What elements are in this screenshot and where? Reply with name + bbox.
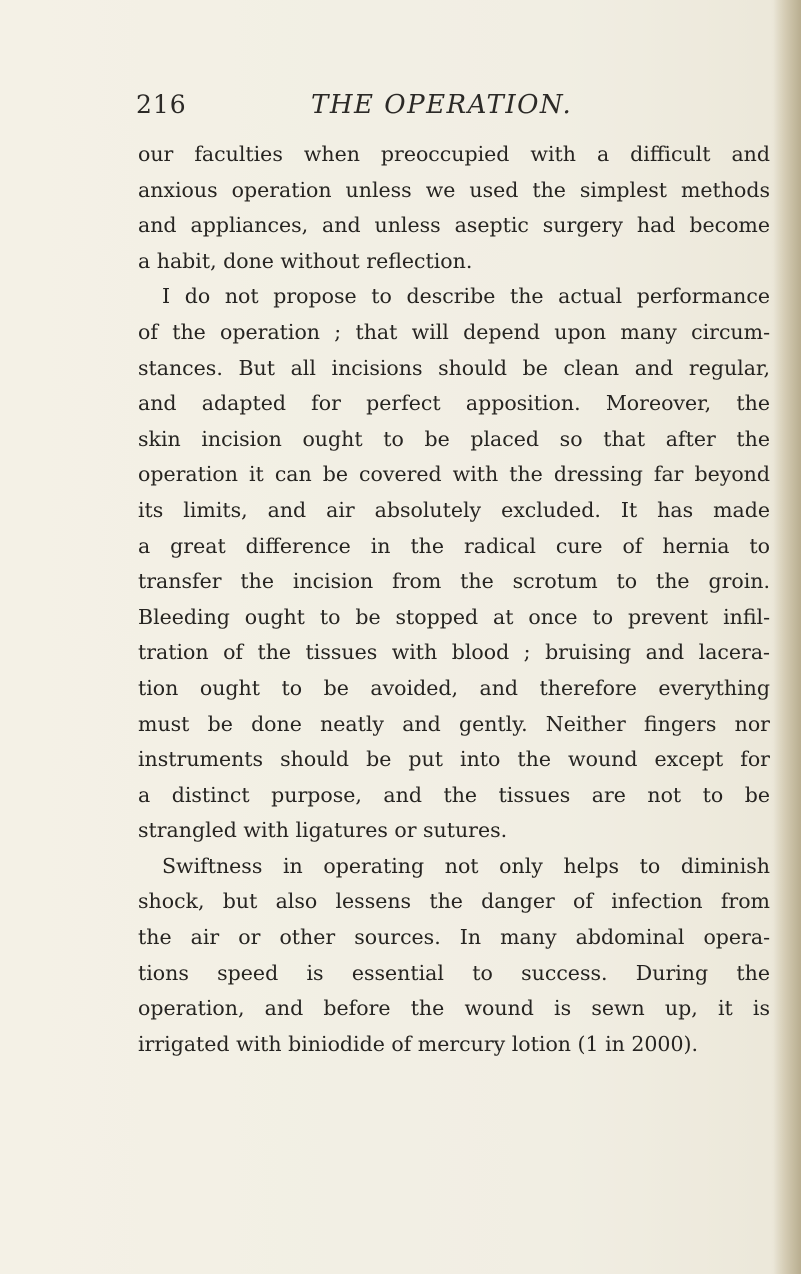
text-line: tration of the tissues with blood ; bruising and lacera- bbox=[138, 640, 770, 665]
text-line: and adapted for perfect apposition. Moreover, the bbox=[138, 391, 770, 416]
text-line: stances. But all incisions should be clean and regular, bbox=[138, 355, 770, 380]
text-line: the air or other sources. In many abdominal opera- bbox=[138, 925, 770, 950]
text-line: skin incision ought to be placed so that after the bbox=[138, 426, 770, 451]
text-line: and appliances, and unless aseptic surgery had become bbox=[138, 213, 770, 238]
text-line: of the operation ; that will depend upon many circum- bbox=[138, 319, 770, 344]
text-line: operation it can be covered with the dressing far beyond bbox=[138, 462, 770, 487]
text-line: its limits, and air absolutely excluded. It has made bbox=[138, 497, 770, 522]
text-line: Swiftness in operating not only helps to diminish bbox=[162, 853, 770, 878]
body-text bbox=[138, 137, 770, 1062]
page-edge-shadow bbox=[773, 0, 801, 1274]
text-line: anxious operation unless we used the simplest methods bbox=[138, 177, 770, 202]
text-line: I do not propose to describe the actual performance bbox=[162, 284, 770, 309]
text-line: tions speed is essential to success. During the bbox=[138, 960, 770, 985]
text-line: a habit, done without reflection. bbox=[138, 248, 473, 273]
text-line: our faculties when preoccupied with a difficult and bbox=[138, 142, 770, 166]
text-line: Bleeding ought to be stopped at once to prevent infil- bbox=[138, 604, 770, 629]
page-header bbox=[136, 88, 776, 124]
text-line: operation, and before the wound is sewn up, it is bbox=[138, 996, 770, 1021]
text-line: strangled with ligatures or sutures. bbox=[138, 818, 508, 843]
text-line: transfer the incision from the scrotum to the groin. bbox=[138, 569, 770, 594]
page-number: 216 bbox=[136, 90, 187, 119]
running-head: THE OPERATION. bbox=[311, 90, 573, 120]
text-line: tion ought to be avoided, and therefore everything bbox=[138, 675, 770, 700]
text-line: a distinct purpose, and the tissues are not to be bbox=[138, 782, 770, 807]
text-line: instruments should be put into the wound except for bbox=[138, 747, 770, 772]
text-line: shock, but also lessens the danger of infection from bbox=[138, 889, 770, 914]
text-line: a great difference in the radical cure of hernia to bbox=[138, 533, 770, 558]
text-line: irrigated with biniodide of mercury lotion (1 in 2000). bbox=[138, 1031, 699, 1056]
text-line: must be done neatly and gently. Neither fingers nor bbox=[138, 711, 770, 736]
